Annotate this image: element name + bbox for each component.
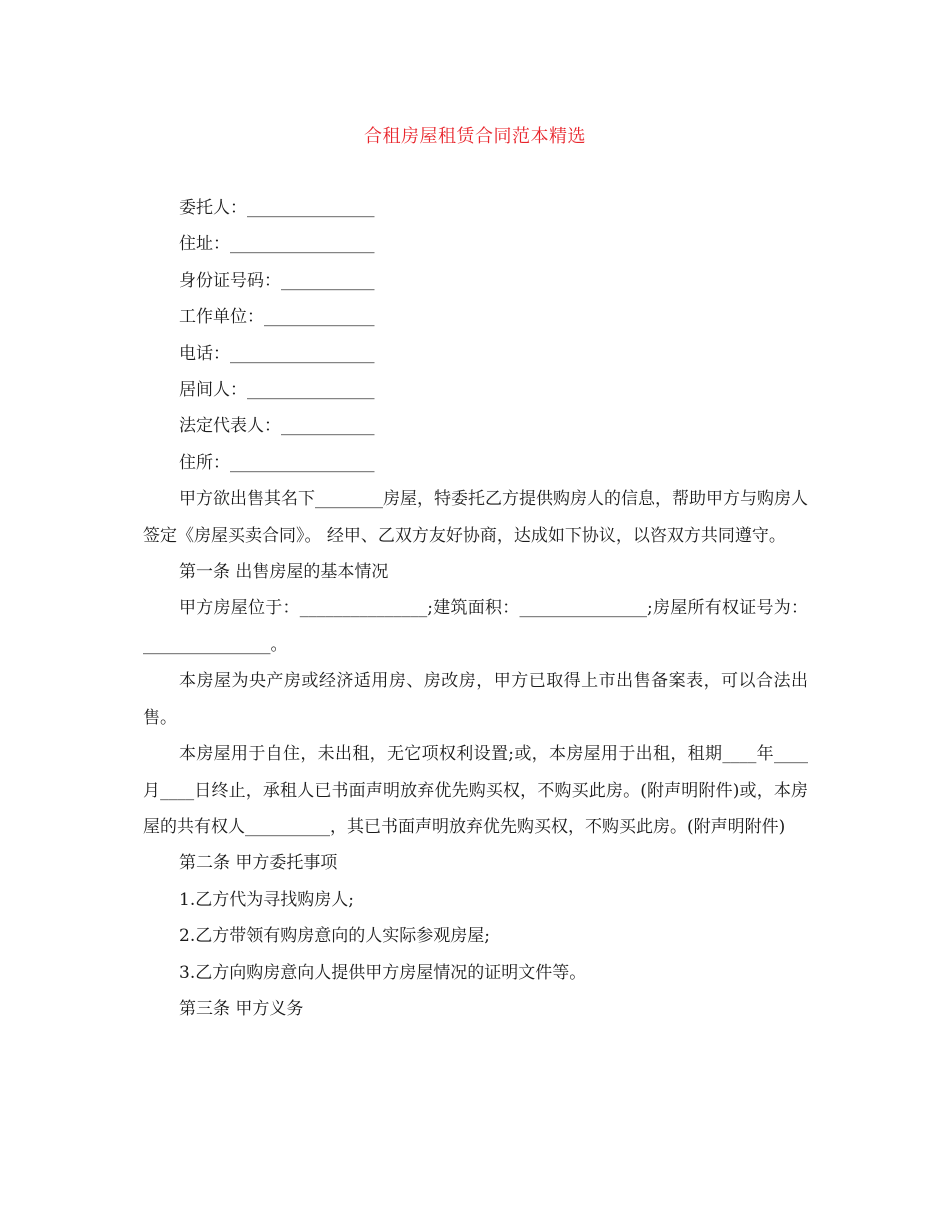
field-employer: 工作单位：_____________ bbox=[179, 307, 375, 328]
document-body bbox=[143, 190, 808, 1027]
field-phone: 电话：_________________ bbox=[179, 343, 375, 364]
article-1-heading: 第一条 出售房屋的基本情况 bbox=[179, 562, 389, 583]
document-title: 合租房屋租赁合同范本精选 bbox=[364, 126, 586, 147]
article-3-heading: 第三条 甲方义务 bbox=[179, 998, 304, 1019]
field-principal: 委托人：_______________ bbox=[179, 198, 375, 218]
paragraph-purpose: 甲方欲出售其名下________房屋，特委托乙方提供购房人的信息，帮助甲方与购房人签定《房屋买卖合同》。 经甲、乙双方友好协商，达成如下协议，以咨双方共同遵守。 bbox=[143, 489, 808, 546]
field-intermediary: 居间人：_______________ bbox=[179, 380, 375, 401]
paragraph-property-type: 本房屋为央产房或经济适用房、房改房，甲方已取得上市出售备案表，可以合法出售。 bbox=[143, 671, 808, 728]
field-address: 住址：_________________ bbox=[179, 234, 375, 255]
field-id-number: 身份证号码：___________ bbox=[179, 270, 375, 291]
list-item-2: 2.乙方带领有购房意向的人实际参观房屋; bbox=[179, 926, 490, 947]
field-domicile: 住所：_________________ bbox=[179, 452, 375, 473]
paragraph-property-use: 本房屋用于自住，未出租，无它项权利设置;或，本房屋用于出租，租期____年____月____日终止，承租人已书面声明放弃优先购买权，不购买此房。(附声明附件)或，本房屋的共有权人__________，其已书面声明放弃优先购买权，不购买此房。(附声明附件) bbox=[143, 744, 808, 837]
paragraph-property-location: 甲方房屋位于：_______________;建筑面积：_______________;房屋所有权证号为：_______________。 bbox=[143, 598, 808, 655]
list-item-1: 1.乙方代为寻找购房人; bbox=[179, 889, 354, 910]
list-item-3: 3.乙方向购房意向人提供甲方房屋情况的证明文件等。 bbox=[179, 962, 587, 983]
field-legal-representative: 法定代表人：___________ bbox=[179, 416, 375, 437]
article-2-heading: 第二条 甲方委托事项 bbox=[179, 853, 338, 874]
